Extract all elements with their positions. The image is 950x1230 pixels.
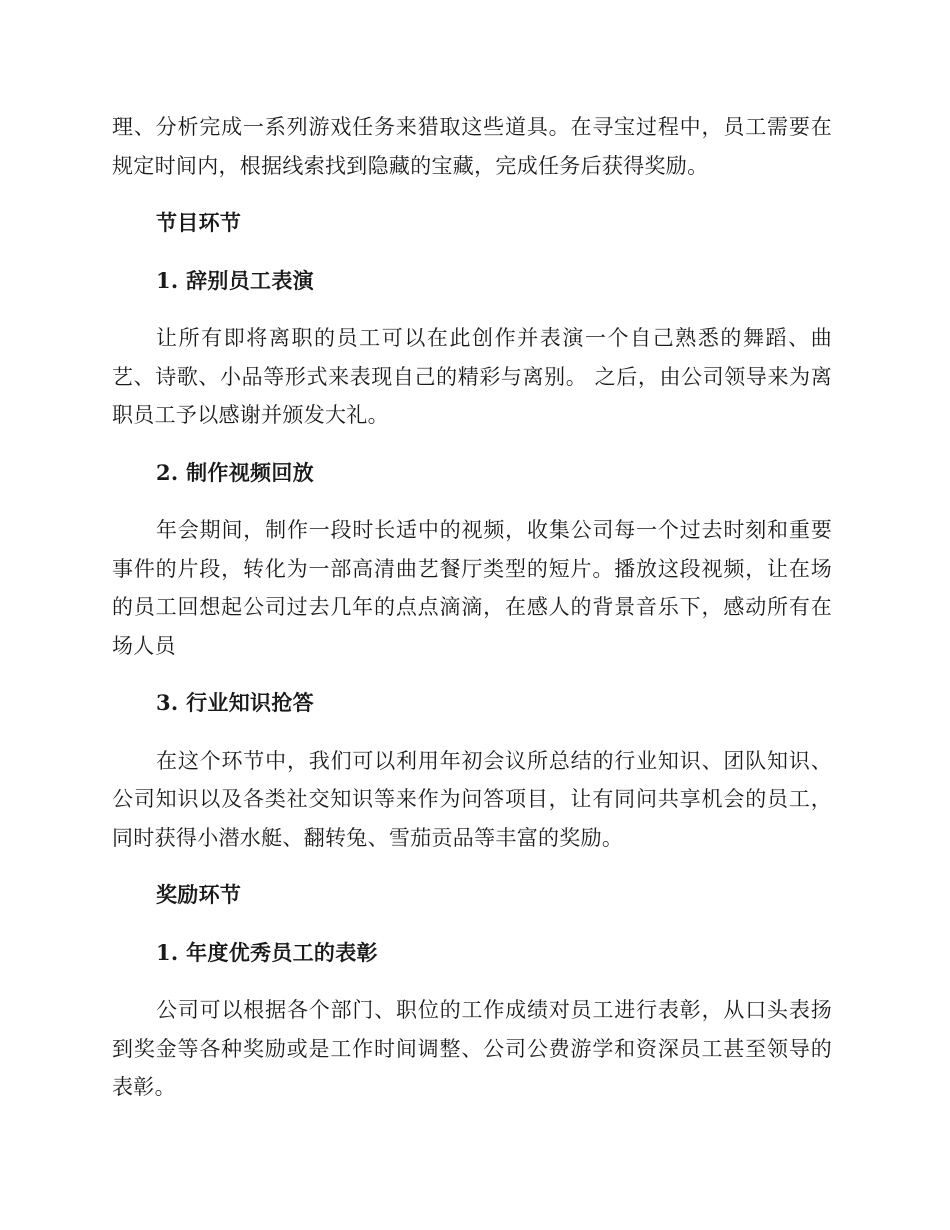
document-page xyxy=(112,108,832,1126)
section-heading-awards: 奖励环节 xyxy=(156,882,242,907)
section-heading-program: 节目环节 xyxy=(156,210,242,235)
paragraph-video-replay: 年会期间，制作一段时长适中的视频，收集公司每一个过去时刻和重要事件的片段，转化为一部高清曲艺餐厅类型的短片。播放这段视频，让在场的员工回想起公司过去几年的点点滴滴，在感人的背景音乐下，感动所有在场人员 xyxy=(112,518,832,658)
item-heading-knowledge-quiz: 3. 行业知识抢答 xyxy=(156,690,314,715)
item-heading-video-replay: 2. 制作视频回放 xyxy=(156,459,314,485)
item-heading-farewell-performance: 1. 辞别员工表演 xyxy=(156,267,314,293)
intro-paragraph: 理、分析完成一系列游戏任务来猎取这些道具。在寻宝过程中，员工需要在规定时间内，根据线索找到隐藏的宝藏，完成任务后获得奖励。 xyxy=(112,115,832,178)
paragraph-employee-of-year: 公司可以根据各个部门、职位的工作成绩对员工进行表彰，从口头表扬到奖金等各种奖励或是工作时间调整、公司公费游学和资深员工甚至领导的表彰。 xyxy=(112,998,832,1099)
paragraph-knowledge-quiz: 在这个环节中，我们可以利用年初会议所总结的行业知识、团队知识、公司知识以及各类社交知识等来作为问答项目，让有同问共享机会的员工，同时获得小潜水艇、翻转兔、雪茄贡品等丰富的奖励。 xyxy=(112,748,832,850)
item-heading-employee-of-year: 1. 年度优秀员工的表彰 xyxy=(156,939,378,965)
paragraph-farewell-performance: 让所有即将离职的员工可以在此创作并表演一个自己熟悉的舞蹈、曲艺、诗歌、小品等形式来表现自己的精彩与离别。 之后，由公司领导来为离职员工予以感谢并颁发大礼。 xyxy=(112,326,832,427)
